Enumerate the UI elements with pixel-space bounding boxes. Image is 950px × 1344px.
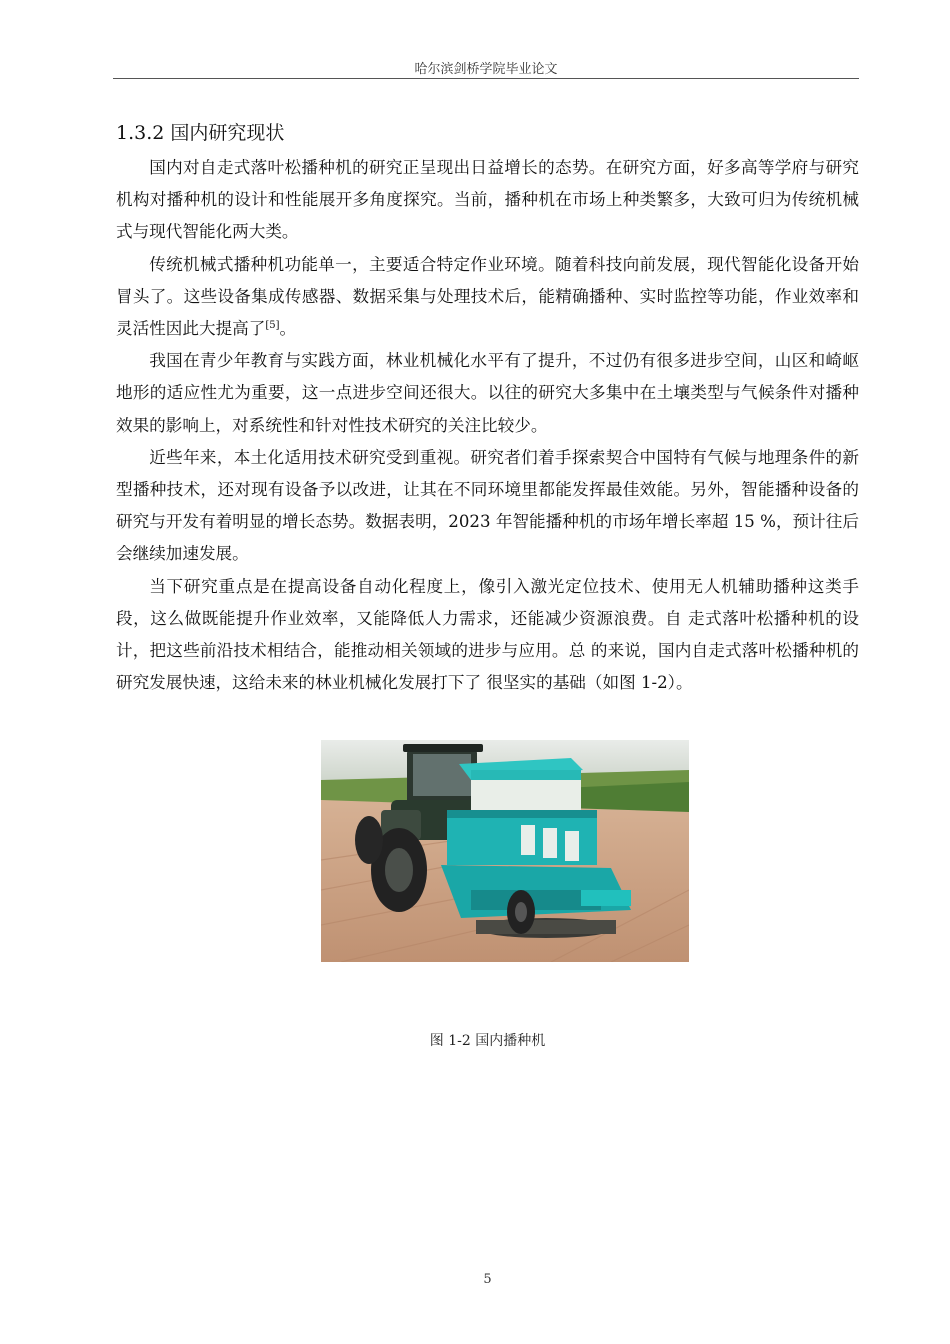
paragraph-4: 近些年来，本土化适用技术研究受到重视。研究者们着手探索契合中国特有气候与地理条件的新型播种技术，还对现有设备予以改进，让其在不同环境里都能发挥最佳效能。另外，智能播种设备的研究与开发有着明显的增长态势。数据表明，2023 年智能播种机的市场年增长率超 15 %，预计往后会继续加速发展。 [116,447,859,564]
citation-ref: [5] [265,320,280,332]
paragraph-2 [116,249,859,346]
paragraph-3: 我国在青少年教育与实践方面，林业机械化水平有了提升，不过仍有很多进步空间，山区和崎岖地形的适应性尤为重要，这一点进步空间还很大。以往的研究大多集中在土壤类型与气候条件对播种效果的影响上，对系统性和针对性技术研究的关注比较少。 [116,351,859,435]
figure-caption: 图 1-2 国内播种机 [429,1033,546,1049]
figure-seeder-photo [321,740,689,962]
seeder-illustration [321,740,689,962]
section-heading: 1.3.2 国内研究现状 [116,122,285,144]
paragraph-2-end: 。 [279,319,297,339]
paragraph-1: 国内对自走式落叶松播种机的研究正呈现出日益增长的态势。在研究方面，好多高等学府与研究机构对播种机的设计和性能展开多角度探究。当前，播种机在市场上种类繁多，大致可归为传统机械式与现代智能化两大类。 [116,158,859,242]
body-text [116,152,859,699]
header-divider [113,78,859,79]
paragraph-2-text: 传统机械式播种机功能单一，主要适合特定作业环境。随着科技向前发展，现代智能化设备开始冒头了。这些设备集成传感器、数据采集与处理技术后，能精确播种、实时监控等功能，作业效率和灵活性因此大提高了 [116,254,859,339]
running-header: 哈尔滨剑桥学院毕业论文 [414,62,558,77]
page-number: 5 [483,1272,492,1287]
paragraph-5: 当下研究重点是在提高设备自动化程度上，像引入激光定位技术、使用无人机辅助播种这类手段，这么做既能提升作业效率，又能降低人力需求，还能减少资源浪费。自 走式落叶松播种机的设计，把这些前沿技术相结合，能推动相关领域的进步与应用。总 的来说，国内自走式落叶松播种机的研究发展快速，这给未来的林业机械化发展打下了 很坚实的基础（如图 1-2）。 [116,576,859,693]
